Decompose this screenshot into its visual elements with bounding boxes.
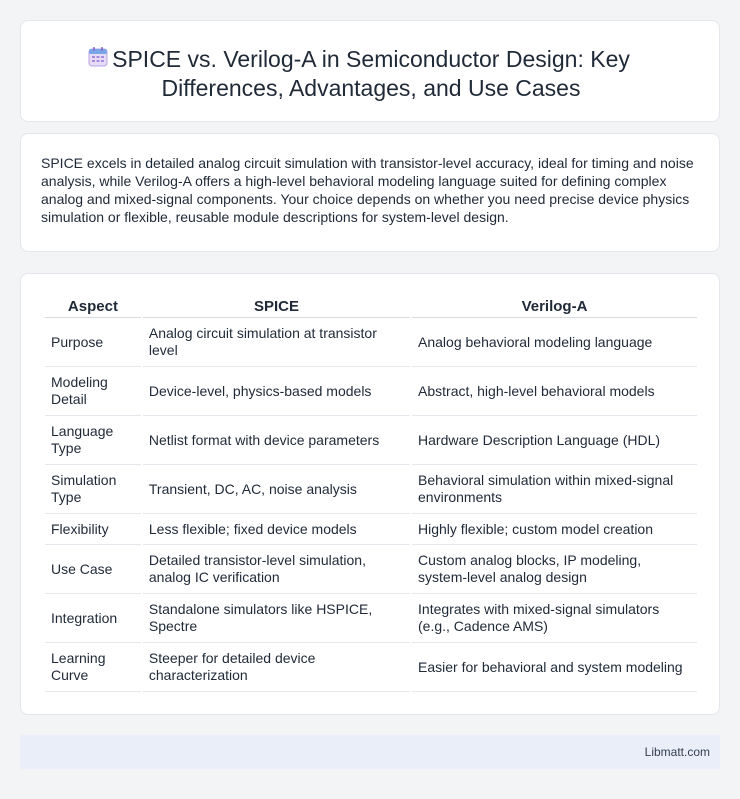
summary-text: SPICE excels in detailed analog circuit simulation with transistor-level accuracy, ideal for timing and noise analysis, while Verilog-A offers a high-level behavioral modeling language suited for defining complex analog and mixed-signal components. Your choice depends on whether you need precise device physics simulation or flexible, reusable module descriptions for system-level design. bbox=[41, 155, 694, 225]
page-title: SPICE vs. Verilog-A in Semiconductor Design: Key Differences, Advantages, and Use Cases bbox=[112, 46, 630, 101]
cell-spice: Device-level, physics-based models bbox=[143, 367, 410, 416]
cell-veriloga: Behavioral simulation within mixed-signal environments bbox=[412, 465, 697, 514]
title-card bbox=[20, 20, 720, 122]
table-row bbox=[45, 465, 697, 514]
cell-aspect: Integration bbox=[45, 594, 141, 643]
table-row bbox=[45, 514, 697, 545]
cell-spice: Less flexible; fixed device models bbox=[143, 514, 410, 545]
header-aspect: Aspect bbox=[45, 296, 141, 318]
comparison-card bbox=[20, 273, 720, 715]
table-row bbox=[45, 416, 697, 465]
cell-spice: Steeper for detailed device characterization bbox=[143, 643, 410, 692]
comparison-table bbox=[43, 296, 699, 692]
cell-spice: Analog circuit simulation at transistor level bbox=[143, 318, 410, 367]
cell-aspect: Flexibility bbox=[45, 514, 141, 545]
cell-veriloga: Hardware Description Language (HDL) bbox=[412, 416, 697, 465]
cell-aspect: Learning Curve bbox=[45, 643, 141, 692]
table-row bbox=[45, 594, 697, 643]
cell-veriloga: Abstract, high-level behavioral models bbox=[412, 367, 697, 416]
header-spice: SPICE bbox=[143, 296, 410, 318]
cell-spice: Netlist format with device parameters bbox=[143, 416, 410, 465]
table-header-row bbox=[45, 296, 697, 318]
cell-aspect: Use Case bbox=[45, 545, 141, 594]
cell-aspect: Simulation Type bbox=[45, 465, 141, 514]
footer-brand-link[interactable]: Libmatt.com bbox=[644, 745, 710, 759]
table-row bbox=[45, 545, 697, 594]
cell-aspect: Purpose bbox=[45, 318, 141, 367]
table-row bbox=[45, 318, 697, 367]
footer bbox=[20, 735, 720, 769]
cell-veriloga: Easier for behavioral and system modeling bbox=[412, 643, 697, 692]
table-row bbox=[45, 367, 697, 416]
cell-spice: Detailed transistor-level simulation, analog IC verification bbox=[143, 545, 410, 594]
table-row bbox=[45, 643, 697, 692]
cell-aspect: Language Type bbox=[45, 416, 141, 465]
summary-card bbox=[20, 133, 720, 252]
cell-spice: Standalone simulators like HSPICE, Spectre bbox=[143, 594, 410, 643]
cell-veriloga: Analog behavioral modeling language bbox=[412, 318, 697, 367]
cell-veriloga: Highly flexible; custom model creation bbox=[412, 514, 697, 545]
cell-spice: Transient, DC, AC, noise analysis bbox=[143, 465, 410, 514]
cell-veriloga: Integrates with mixed-signal simulators (e.g., Cadence AMS) bbox=[412, 594, 697, 643]
header-veriloga: Verilog-A bbox=[412, 296, 697, 318]
cell-veriloga: Custom analog blocks, IP modeling, system-level analog design bbox=[412, 545, 697, 594]
cell-aspect: Modeling Detail bbox=[45, 367, 141, 416]
